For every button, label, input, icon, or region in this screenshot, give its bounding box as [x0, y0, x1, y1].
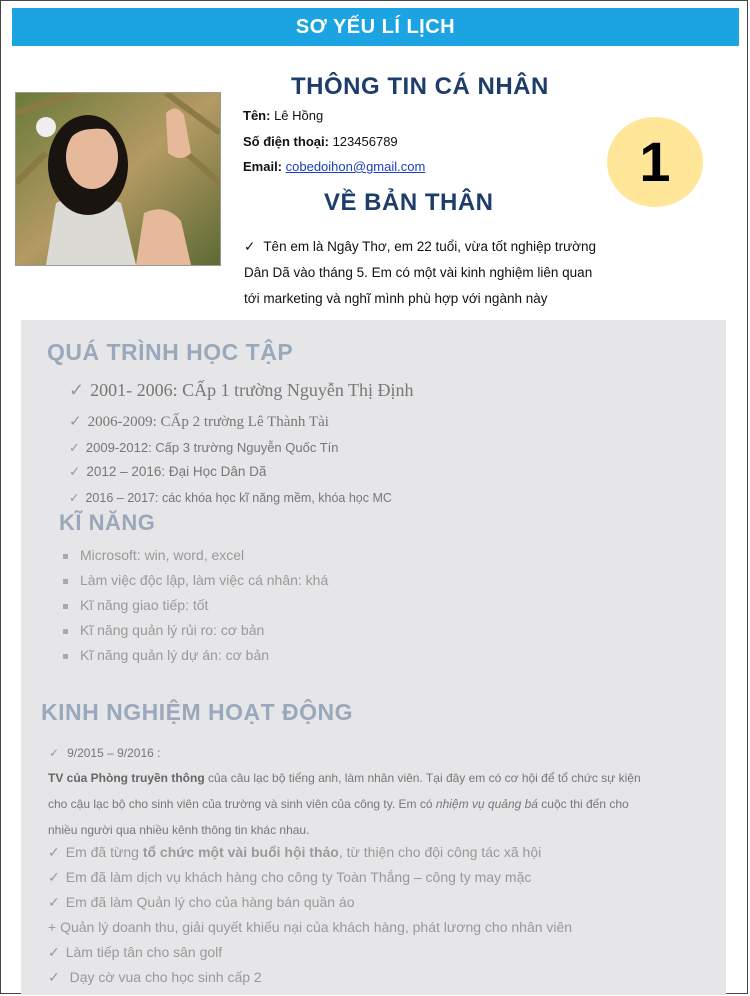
about-heading: VỀ BẢN THÂN — [324, 189, 494, 216]
skill-item: Kĩ năng quản lý dự án: cơ bản — [63, 647, 269, 663]
resume-banner: SƠ YẾU LÍ LỊCH — [12, 8, 739, 46]
about-line-1: ✓ Tên em là Ngây Thơ, em 22 tuổi, vừa tốt nghiệp trường — [244, 239, 597, 254]
skill-item: Làm việc độc lập, làm việc cá nhân: khá — [63, 572, 328, 588]
skill-item: Kĩ năng quản lý rủi ro: cơ bản — [63, 622, 264, 638]
name-value: Lê Hồng — [274, 108, 324, 123]
email-row — [243, 159, 425, 174]
experience-item: ✓ Em đã làm Quản lý cho của hàng bán quần áo — [48, 894, 355, 910]
email-link[interactable]: cobedoihon@gmail.com — [285, 159, 426, 174]
education-item: ✓ 2009-2012: Cấp 3 trường Nguyễn Quốc Tín — [69, 440, 339, 455]
phone-value: 123456789 — [332, 134, 398, 149]
about-line-3: tới marketing và nghĩ mình phù hợp với ngành này — [244, 291, 548, 306]
email-label: Email: — [243, 159, 283, 174]
experience-heading: KINH NGHIỆM HOẠT ĐỘNG — [41, 699, 354, 725]
check-icon: ✓ — [48, 844, 60, 860]
phone-label: Số điện thoại: — [243, 134, 329, 149]
check-icon: ✓ — [244, 239, 256, 254]
bullet-icon — [63, 629, 68, 634]
experience-item: ✓ Em đã làm dịch vụ khách hàng cho công ty Toàn Thắng – công ty may mặc — [48, 869, 532, 885]
check-icon: ✓ — [69, 464, 81, 479]
check-icon: ✓ — [49, 746, 60, 760]
experience-desc-line-2: cho cậu lạc bộ cho sinh viên của trường và sinh viên của công ty. Em có nhiệm vụ quảng bá cuộc thi đến cho — [48, 797, 629, 811]
education-item: ✓ 2001- 2006: CẤp 1 trường Nguyễn Thị Định — [69, 380, 414, 400]
check-icon: ✓ — [48, 894, 60, 910]
experience-desc-line-1: TV của Phòng truyền thông của câu lạc bộ tiếng anh, làm nhân viên. Tại đây em có cơ hội để tổ chức sự kiện — [48, 771, 641, 785]
check-icon: ✓ — [69, 491, 80, 505]
profile-photo — [15, 92, 221, 266]
bullet-icon — [63, 554, 68, 559]
skill-item: Microsoft: win, word, excel — [63, 547, 244, 563]
name-row — [243, 108, 323, 123]
about-text — [244, 234, 664, 312]
experience-period: ✓ 9/2015 – 9/2016 : — [49, 746, 161, 760]
skills-heading: KĨ NĂNG — [59, 510, 156, 535]
about-line-2: Dân Dã vào tháng 5. Em có một vài kinh nghiệm liên quan — [244, 265, 593, 280]
education-heading: QUÁ TRÌNH HỌC TẬP — [47, 339, 294, 365]
personal-info-heading: THÔNG TIN CÁ NHÂN — [291, 73, 549, 100]
bullet-icon — [63, 654, 68, 659]
experience-item: + Quản lý doanh thu, giải quyết khiếu nại của khách hàng, phát lương cho nhân viên — [48, 919, 573, 935]
number-badge: 1 — [607, 117, 703, 207]
check-icon: ✓ — [69, 380, 85, 400]
phone-row — [243, 134, 398, 149]
check-icon: ✓ — [48, 944, 60, 960]
experience-item: ✓ Em đã từng tổ chức một vài buổi hội thảo, từ thiện cho đội công tác xã hội — [48, 844, 542, 860]
check-icon: ✓ — [69, 440, 80, 455]
education-item: ✓ 2012 – 2016: Đại Học Dân Dã — [69, 464, 267, 479]
bullet-icon — [63, 604, 68, 609]
skill-item: Kĩ năng giao tiếp: tốt — [63, 597, 208, 613]
education-item: ✓ 2006-2009: CẤp 2 trường Lê Thành Tài — [69, 414, 329, 430]
check-icon: ✓ — [69, 414, 82, 430]
experience-desc-line-3: nhiều người qua nhiều kênh thông tin khác nhau. — [48, 823, 310, 837]
name-label: Tên: — [243, 108, 271, 123]
education-item: ✓ 2016 – 2017: các khóa học kĩ năng mềm, khóa học MC — [69, 491, 392, 505]
experience-item: ✓ Dạy cờ vua cho học sinh cấp 2 — [48, 969, 262, 985]
experience-item: ✓ Làm tiếp tân cho sân golf — [48, 944, 223, 960]
check-icon: ✓ — [48, 869, 60, 885]
bullet-icon — [63, 579, 68, 584]
check-icon: ✓ — [48, 969, 60, 985]
